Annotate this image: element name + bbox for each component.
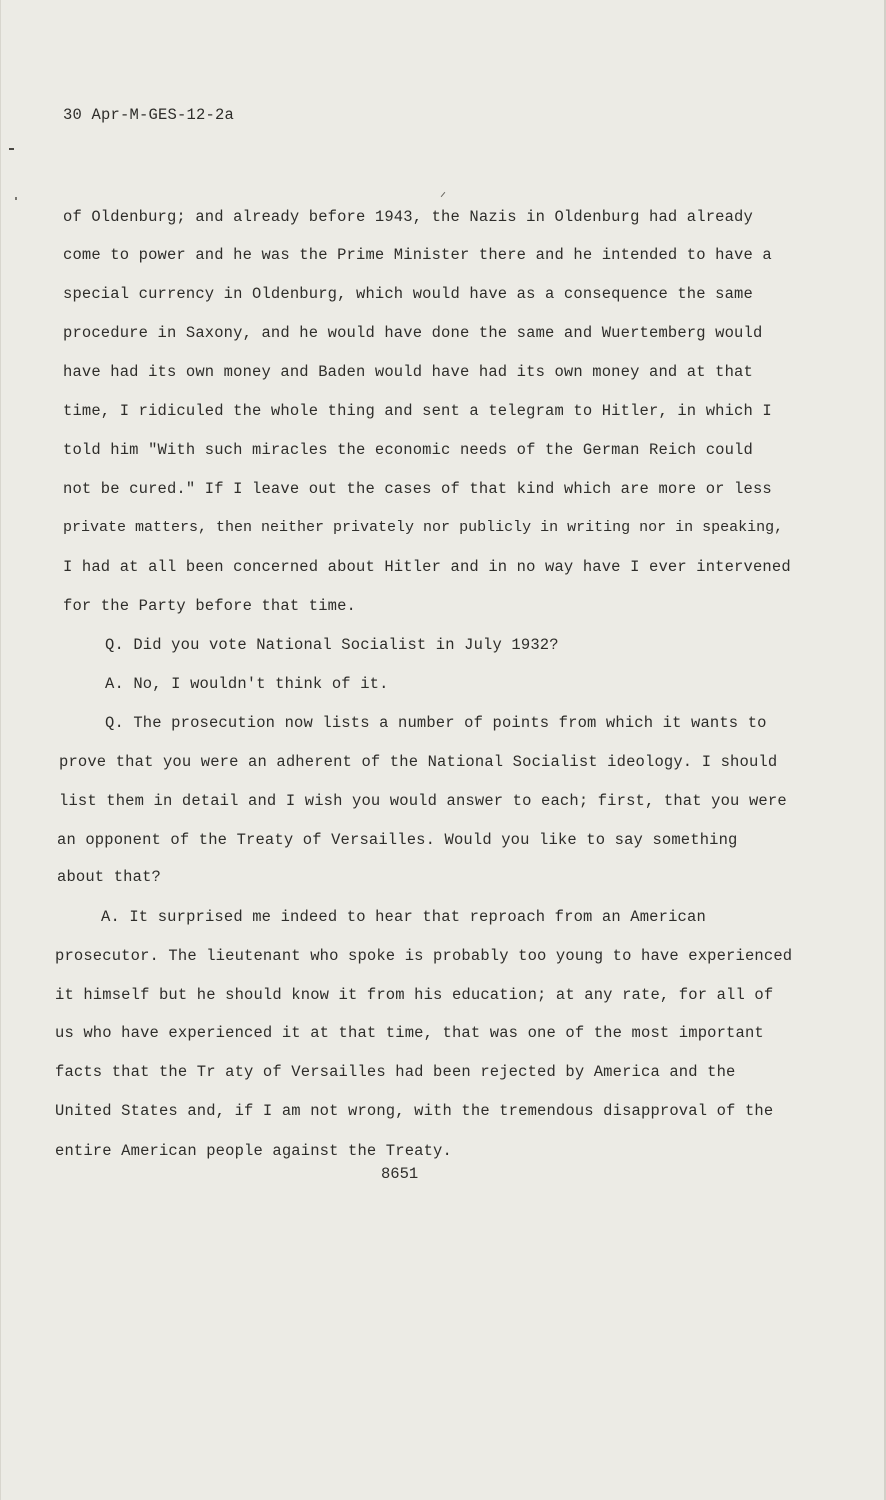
transcript-line: an opponent of the Treaty of Versailles. Would you like to say something [57, 831, 738, 849]
transcript-line: facts that the Tr aty of Versailles had been rejected by America and the [55, 1063, 736, 1081]
document-reference: 30 Apr-M-GES-12-2a [63, 106, 235, 124]
question-line: Q. The prosecution now lists a number of points from which it wants to [105, 714, 767, 732]
margin-dot [15, 197, 17, 200]
transcript-line: have had its own money and Baden would have had its own money and at that [63, 363, 753, 381]
transcript-line: us who have experienced it at that time, that was one of the most important [55, 1024, 764, 1042]
transcript-line: time, I ridiculed the whole thing and sent a telegram to Hitler, in which I [63, 402, 772, 420]
transcript-line: for the Party before that time. [63, 597, 356, 615]
transcript-line: told him "With such miracles the economic needs of the German Reich could [63, 441, 753, 459]
transcript-line: entire American people against the Treaty. [55, 1142, 452, 1160]
transcript-line: I had at all been concerned about Hitler and in no way have I ever intervened [63, 558, 791, 576]
answer-line: A. No, I wouldn't think of it. [105, 675, 389, 693]
transcript-line: special currency in Oldenburg, which would have as a consequence the same [63, 285, 753, 303]
transcript-line: of Oldenburg; and already before 1943, the Nazis in Oldenburg had already [63, 208, 753, 226]
answer-line: A. It surprised me indeed to hear that reproach from an American [101, 908, 706, 926]
margin-mark [9, 148, 14, 150]
transcript-line: about that? [57, 868, 161, 886]
page-number: 8651 [381, 1165, 419, 1183]
transcript-line: not be cured." If I leave out the cases of that kind which are more or less [63, 480, 772, 498]
transcript-line: prove that you were an adherent of the National Socialist ideology. I should [59, 753, 778, 771]
pencil-tick [441, 192, 446, 197]
transcript-line: private matters, then neither privately nor publicly in writing nor in speaking, [63, 519, 784, 536]
transcript-line: it himself but he should know it from his education; at any rate, for all of [55, 986, 774, 1004]
transcript-line: list them in detail and I wish you would answer to each; first, that you were [59, 792, 787, 810]
transcript-line: procedure in Saxony, and he would have done the same and Wuertemberg would [63, 324, 763, 342]
question-line: Q. Did you vote National Socialist in July 1932? [105, 636, 559, 654]
transcript-line: come to power and he was the Prime Minister there and he intended to have a [63, 246, 772, 264]
transcript-line: United States and, if I am not wrong, with the tremendous disapproval of the [55, 1102, 774, 1120]
transcript-line: prosecutor. The lieutenant who spoke is probably too young to have experienced [55, 947, 793, 965]
